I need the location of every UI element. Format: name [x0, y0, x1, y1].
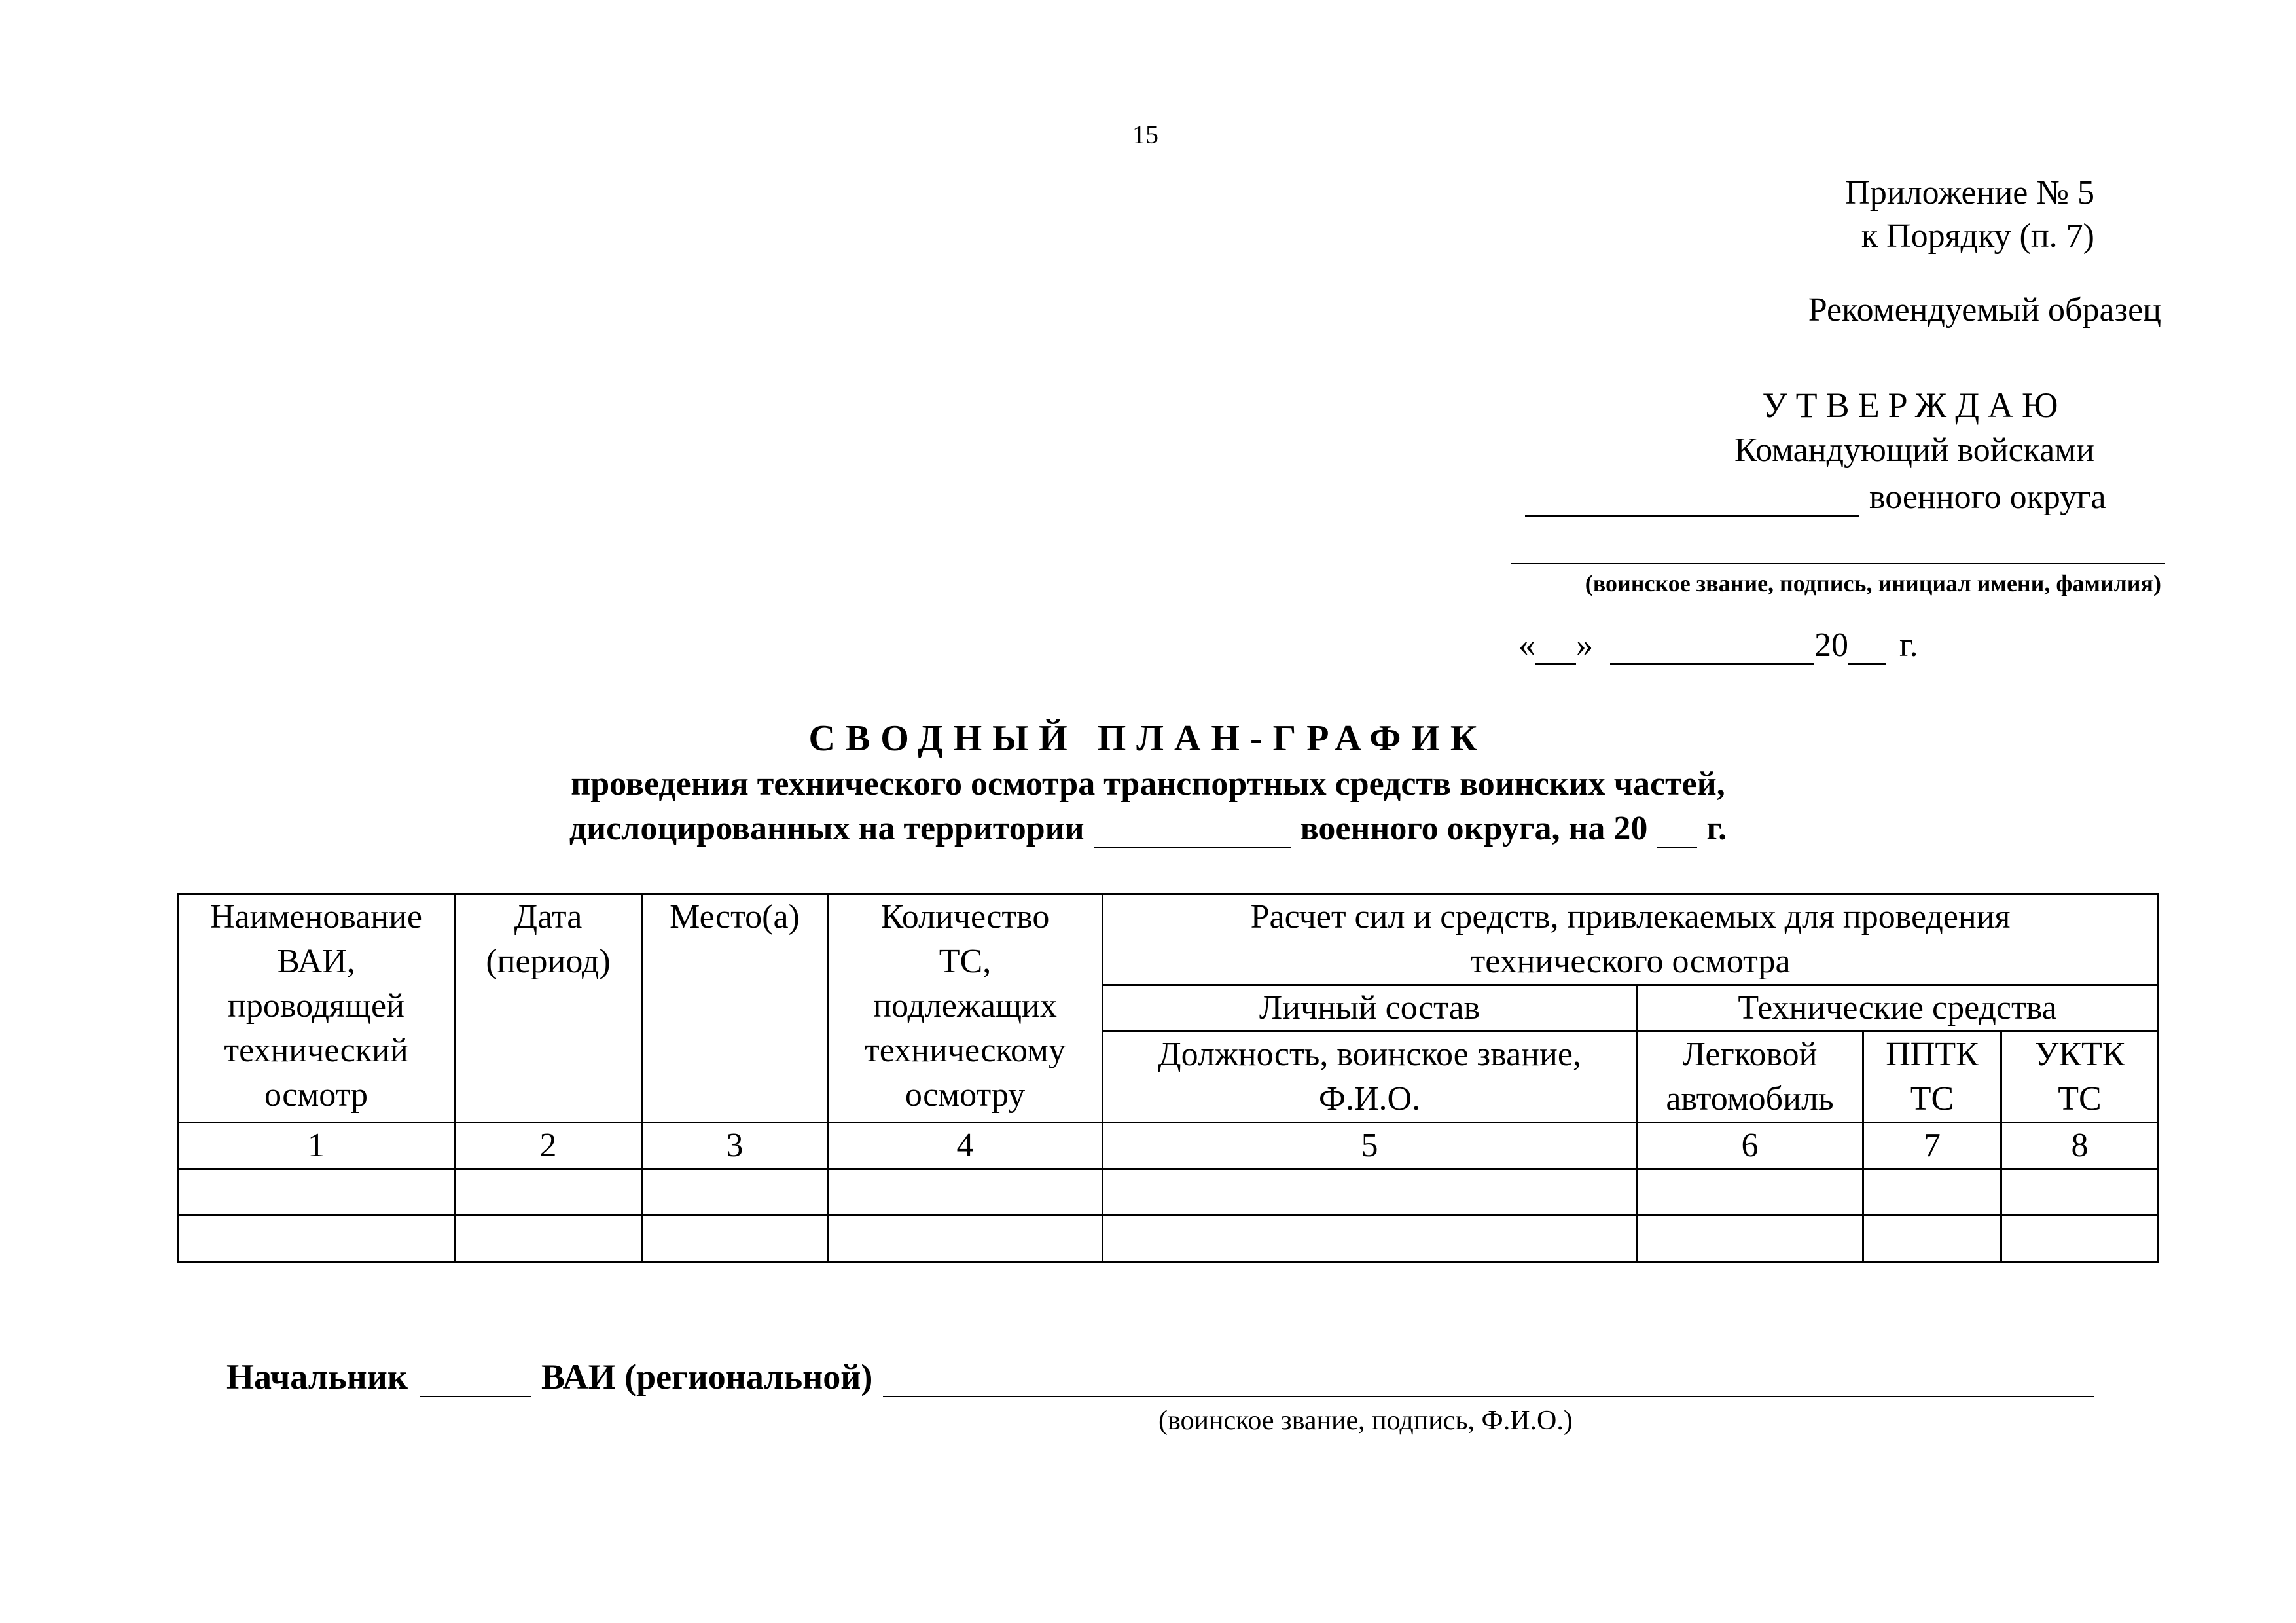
table-cell[interactable] [2001, 1216, 2159, 1262]
year-blank-field[interactable] [1657, 820, 1697, 848]
table-cell[interactable] [828, 1169, 1103, 1216]
table-cell[interactable] [178, 1169, 455, 1216]
column-number: 4 [828, 1123, 1103, 1169]
date-close-quote: » [1576, 627, 1593, 664]
column-number: 6 [1637, 1123, 1863, 1169]
chief-signature-line [226, 1357, 2094, 1397]
date-year-suffix: г. [1899, 627, 1918, 664]
table-row [178, 1169, 2159, 1216]
table-cell[interactable] [1103, 1169, 1637, 1216]
approval-title: УТВЕРЖДАЮ [1762, 386, 2067, 425]
table-cell[interactable] [1637, 1169, 1863, 1216]
table-cell[interactable] [455, 1169, 642, 1216]
document-title: СВОДНЫЙ ПЛАН-ГРАФИК [808, 718, 1488, 759]
district-blank-field[interactable] [1525, 489, 1859, 517]
table-cell[interactable] [455, 1216, 642, 1262]
document-subtitle-line-2 [0, 809, 2296, 848]
table-cell[interactable] [1863, 1216, 2001, 1262]
schedule-table [177, 893, 2159, 1263]
header-place: Место(а) [642, 894, 828, 1123]
subtitle-part-2: военного округа, на 20 [1300, 810, 1648, 847]
column-number: 2 [455, 1123, 642, 1169]
appendix-line-2: к Порядку (п. 7) [1861, 217, 2094, 255]
header-date: Дата (период) [455, 894, 642, 1123]
column-number-row [178, 1123, 2159, 1169]
table-cell[interactable] [2001, 1169, 2159, 1216]
table-row [178, 1216, 2159, 1262]
header-passenger-car: Легковой автомобиль [1637, 1032, 1863, 1123]
column-number: 5 [1103, 1123, 1637, 1169]
table-cell[interactable] [828, 1216, 1103, 1262]
subtitle-part-1: дислоцированных на территории [569, 810, 1085, 847]
chief-signature-caption: (воинское звание, подпись, Ф.И.О.) [1158, 1406, 1573, 1436]
date-year-blank[interactable] [1848, 636, 1886, 665]
territory-blank-field[interactable] [1094, 820, 1291, 848]
date-open-quote: « [1518, 627, 1535, 664]
header-vehicle-count: Количество ТС, подлежащих техническому осмотру [828, 894, 1103, 1123]
appendix-line-1: Приложение № 5 [1845, 174, 2094, 211]
header-vai-name: Наименование ВАИ, проводящей технический осмотр [178, 894, 455, 1123]
date-day-blank[interactable] [1535, 636, 1576, 665]
column-number: 3 [642, 1123, 828, 1169]
approval-date-line [1518, 626, 1918, 665]
header-pptk: ППТК ТС [1863, 1032, 2001, 1123]
table-cell[interactable] [642, 1216, 828, 1262]
approval-position: Командующий войсками [1734, 431, 2094, 469]
appendix-reference [1845, 172, 2094, 258]
chief-signature-blank[interactable] [883, 1367, 2094, 1397]
date-year-prefix: 20 [1814, 627, 1848, 664]
header-personnel: Личный состав [1103, 985, 1637, 1032]
signature-prefix: Начальник [226, 1357, 408, 1396]
approval-district-suffix: военного округа [1869, 479, 2106, 516]
approval-district-line [1525, 478, 2106, 517]
chief-name-blank[interactable] [420, 1367, 531, 1397]
sample-label: Рекомендуемый образец [1808, 291, 2161, 329]
table-cell[interactable] [1103, 1216, 1637, 1262]
header-resources-group: Расчет сил и средств, привлекаемых для проведения технического осмотра [1103, 894, 2159, 985]
document-subtitle-line-1: проведения технического осмотра транспортных средств воинских частей, [571, 765, 1725, 803]
column-number: 1 [178, 1123, 455, 1169]
approval-signature-caption: (воинское звание, подпись, инициал имени, фамилия) [1585, 570, 2161, 596]
column-number: 7 [1863, 1123, 2001, 1169]
approval-signature-line[interactable] [1511, 563, 2165, 564]
table-cell[interactable] [1637, 1216, 1863, 1262]
header-technical-means: Технические средства [1637, 985, 2159, 1032]
date-month-blank[interactable] [1610, 636, 1814, 665]
page-number: 15 [1132, 120, 1158, 149]
subtitle-part-3: г. [1706, 810, 1727, 847]
table-cell[interactable] [642, 1169, 828, 1216]
header-uktk: УКТК ТС [2001, 1032, 2159, 1123]
column-number: 8 [2001, 1123, 2159, 1169]
table-cell[interactable] [178, 1216, 455, 1262]
header-position-rank-name: Должность, воинское звание, Ф.И.О. [1103, 1032, 1637, 1123]
signature-middle: ВАИ (региональной) [541, 1357, 873, 1396]
table-cell[interactable] [1863, 1169, 2001, 1216]
